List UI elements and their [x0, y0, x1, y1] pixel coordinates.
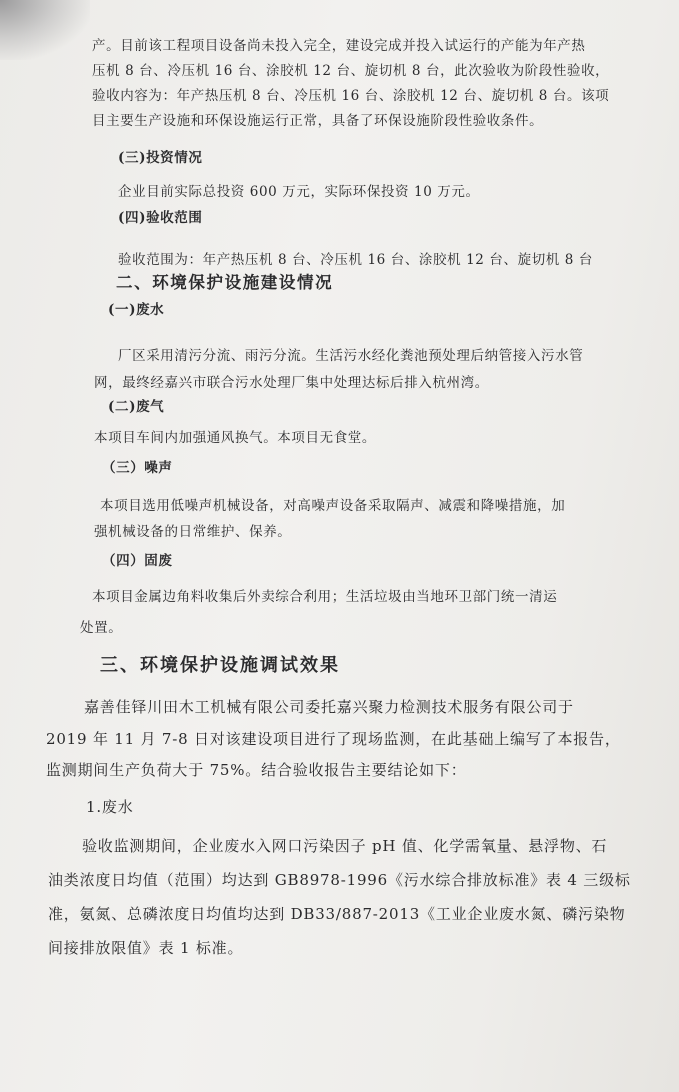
paragraph-line: 准，氨氮、总磷浓度日均值均达到 DB33/887-2013《工业企业废水氮、磷污染物 — [48, 905, 626, 923]
paragraph-line: 本项目车间内加强通风换气。本项目无食堂。 — [94, 430, 376, 446]
paragraph-line: 厂区采用清污分流、雨污分流。生活污水经化粪池预处理后纳管接入污水管 — [118, 348, 584, 364]
paragraph-line: 间接排放限值》表 1 标准。 — [48, 939, 244, 957]
paragraph-line: 压机 8 台、冷压机 16 台、涂胶机 12 台、旋切机 8 台，此次验收为阶段性验收， — [92, 63, 610, 79]
paragraph-line: 验收内容为：年产热压机 8 台、冷压机 16 台、涂胶机 12 台、旋切机 8 台。该项 — [92, 88, 610, 104]
paragraph-line: 嘉善佳铎川田木工机械有限公司委托嘉兴聚力检测技术服务有限公司于 — [84, 698, 574, 716]
paragraph-line: 目主要生产设施和环保设施运行正常，具备了环保设施阶段性验收条件。 — [92, 113, 544, 129]
paragraph-line: 验收监测期间，企业废水入网口污染因子 pH 值、化学需氧量、悬浮物、石 — [82, 837, 608, 855]
section-heading-scope: (四)验收范围 — [118, 210, 203, 226]
subheading-wastewater: (一)废水 — [108, 302, 165, 318]
paragraph-line: 网，最终经嘉兴市联合污水处理厂集中处理达标后排入杭州湾。 — [94, 375, 489, 391]
paragraph-line: 本项目选用低噪声机械设备，对高噪声设备采取隔声、减震和降噪措施，加 — [100, 498, 566, 514]
paragraph-line: 本项目金属边角料收集后外卖综合利用；生活垃圾由当地环卫部门统一清运 — [92, 589, 558, 605]
paragraph-line: 监测期间生产负荷大于 75%。结合验收报告主要结论如下： — [46, 761, 467, 779]
subheading-exhaust: (二)废气 — [108, 399, 165, 415]
paragraph-line: 处置。 — [80, 620, 123, 636]
chapter-heading-2: 二、环境保护设施建设情况 — [116, 273, 334, 292]
paragraph-line: 验收范围为：年产热压机 8 台、冷压机 16 台、涂胶机 12 台、旋切机 8 台 — [118, 252, 593, 268]
chapter-heading-3: 三、环境保护设施调试效果 — [100, 655, 340, 676]
paragraph-line: 2019 年 11 月 7-8 日对该建设项目进行了现场监测，在此基础上编写了本报告， — [46, 730, 621, 748]
subheading-solid-waste: （四）固废 — [102, 553, 173, 569]
subheading-noise: （三）噪声 — [102, 460, 173, 476]
paragraph-line: 强机械设备的日常维护、保养。 — [94, 524, 292, 540]
page-fold-shadow — [0, 0, 90, 60]
subheading-wastewater-results: 1.废水 — [86, 798, 134, 816]
section-heading-investment: (三)投资情况 — [118, 150, 203, 166]
paragraph-line: 企业目前实际总投资 600 万元，实际环保投资 10 万元。 — [118, 184, 480, 200]
paragraph-line: 产。目前该工程项目设备尚未投入完全，建设完成并投入试运行的产能为年产热 — [92, 38, 586, 54]
paragraph-line: 油类浓度日均值（范围）均达到 GB8978-1996《污水综合排放标准》表 4 三级标 — [48, 871, 631, 889]
